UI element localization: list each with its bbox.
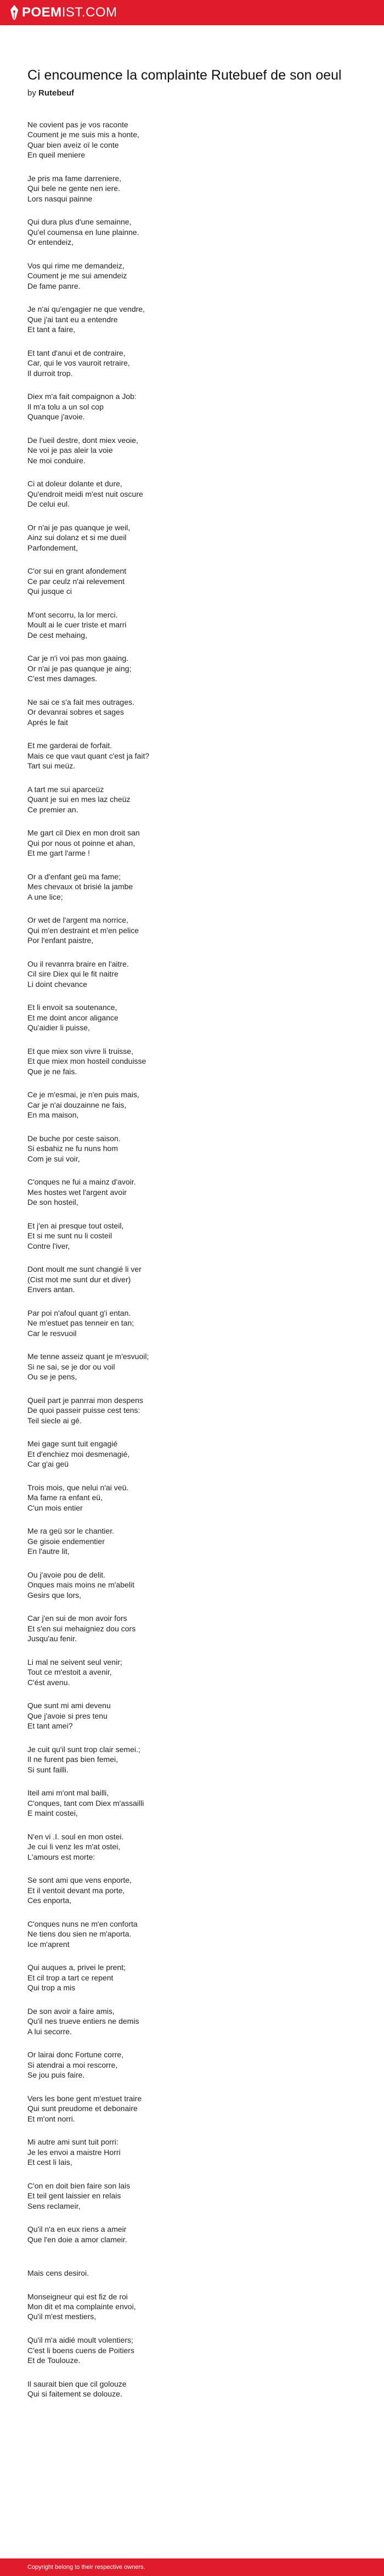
poem-line: Mais cens desiroi. — [27, 2268, 89, 2277]
logo-text-strong: POEM — [22, 5, 62, 20]
poem-line: Car je n'i voi pas mon gaaing. — [27, 654, 128, 663]
poem-line: (Cist mot me sunt dur et diver) — [27, 1275, 131, 1284]
poem-stanza — [27, 1657, 357, 1687]
poem-stanza — [27, 523, 357, 553]
poem-line: Je les envoi a maistre Horri — [27, 2147, 121, 2157]
poem-line: Ge gisoie endementier — [27, 1536, 105, 1546]
poem-stanza — [27, 2050, 357, 2080]
poem-line: Me tenne asseiz quant je m'esvuoil; — [27, 1352, 149, 1361]
poem-line: Se sont ami que vens enporte, — [27, 1876, 132, 1885]
poem-stanza — [27, 1177, 357, 1207]
poem-line: Et tant amei? — [27, 1721, 73, 1731]
poem-stanza — [27, 1919, 357, 1949]
poem-line: L'amours est morte: — [27, 1852, 95, 1861]
poem-line: Et d'enchiez moi desmenagié, — [27, 1449, 130, 1458]
poem-line: Ma fame ra enfant eü, — [27, 1493, 103, 1502]
site-header — [0, 0, 384, 25]
poem-stanza — [27, 1962, 357, 1993]
poem-line: Ou se je pens, — [27, 1372, 77, 1382]
poem-line: Que j'avoie si pres tenu — [27, 1711, 108, 1720]
poem-line: Jusqu'au fenir. — [27, 1634, 77, 1643]
poem-line: Qui jusque ci — [27, 587, 72, 596]
poem-author[interactable]: Rutebeuf — [38, 88, 75, 98]
poem-stanza — [27, 1701, 357, 1731]
poem-stanza — [27, 1439, 357, 1469]
poem-line: Et que miex son vivre li truisse, — [27, 1046, 133, 1056]
poem-stanza — [27, 2224, 357, 2254]
poem-line: Et j'en ai presque tout osteil, — [27, 1221, 124, 1230]
poem-line: Gesirs que lors, — [27, 1590, 82, 1600]
poem-line: Quant je sui en mes laz cheüz — [27, 795, 131, 804]
poem-stanza — [27, 217, 357, 247]
poem-line: En l'autre lit, — [27, 1547, 70, 1556]
poem-line: Si esbahiz ne fu nuns hom — [27, 1144, 118, 1153]
poem-line: Moult ai le cuer triste et marri — [27, 620, 127, 630]
poem-line: Vers les bone gent m'estuet traire — [27, 2094, 142, 2103]
poem-line: Ce premier an. — [27, 805, 78, 814]
poem-line: De l'ueil destre, dont miex veoie, — [27, 435, 138, 445]
poem-stanza — [27, 1002, 357, 1032]
poem-line: Or n'ai je pas quanque je weil, — [27, 523, 131, 532]
poem-line: Que l'en doie a amor clameir. — [27, 2235, 127, 2244]
poem-line: Qui por nous ot poinne et ahan, — [27, 838, 135, 848]
poem-stanza — [27, 2335, 357, 2365]
poem-stanza — [27, 391, 357, 422]
poem-line: Coument je me suis mis a honte, — [27, 130, 139, 139]
poem-line: C'on en doit bien faire son lais — [27, 2181, 131, 2190]
poem-line: En queil meniere — [27, 150, 86, 160]
site-logo[interactable] — [10, 4, 117, 21]
poem-line: De celui eul. — [27, 500, 70, 509]
poem-line: Mais ce que vaut quant c'est ja fait? — [27, 751, 150, 760]
poem-line: Or a d'enfant geü ma fame; — [27, 872, 121, 881]
poem-line: C'onques ne fui a mainz d'avoir. — [27, 1177, 136, 1187]
poem-stanza — [27, 2292, 357, 2322]
poem-stanza — [27, 1133, 357, 1164]
poem-content — [27, 67, 357, 2412]
poem-line: Or lairai donc Fortune corre, — [27, 2050, 124, 2059]
poem-line: Sens reclameir, — [27, 2201, 81, 2210]
poem-line: Onques mais moins ne m'abelit — [27, 1580, 134, 1590]
poem-line: Qu'il nes trueve entiers ne demis — [27, 2017, 139, 2026]
poem-line: Ce je m'esmai, je n'en puis mais, — [27, 1090, 139, 1099]
poem-line: Mi autre ami sunt tuit porri: — [27, 2137, 118, 2147]
poem-stanza — [27, 2379, 357, 2399]
logo-text-light: IST.COM — [61, 5, 117, 20]
poem-line: C'or sui en grant afondement — [27, 566, 127, 576]
poem-line: Tout ce m'estoit a avenir, — [27, 1668, 112, 1677]
poem-line: Qui dura plus d'une semainne, — [27, 217, 132, 227]
poem-line: Et que miex mon hosteil conduisse — [27, 1057, 146, 1066]
poem-stanza — [27, 1351, 357, 1382]
poem-stanza — [27, 1221, 357, 1251]
poem-stanza — [27, 1832, 357, 1862]
poem-line: Et me gart l'arme ! — [27, 849, 90, 858]
poem-line: De son avoir a faire amis, — [27, 2006, 115, 2016]
poem-stanza — [27, 784, 357, 815]
poem-line: Si sunt failli. — [27, 1765, 69, 1774]
poem-line: Que sunt mi ami devenu — [27, 1701, 111, 1710]
poem-line: Ne tiens dou sien ne m'aporta. — [27, 1929, 132, 1939]
poem-line: Ne covient pas je vos raconte — [27, 120, 128, 129]
poem-line: Je cuit qu'il sunt trop clair semei.; — [27, 1744, 140, 1754]
poem-stanza — [27, 1613, 357, 1643]
poem-stanza — [27, 1526, 357, 1556]
poem-line: Et de Toulouze. — [27, 2355, 81, 2365]
poem-line: Que je ne fais. — [27, 1067, 77, 1076]
poem-line: Il m'a tolu a un sol cop — [27, 402, 104, 411]
poem-line: Et tant d'anui et de contraire, — [27, 348, 126, 357]
poem-line: Com je sui voir, — [27, 1154, 80, 1163]
poem-line: Contre l'iver, — [27, 1241, 70, 1250]
poem-stanza — [27, 610, 357, 640]
poem-line: Je pris ma fame darreniere, — [27, 173, 122, 183]
poem-line: De buche por ceste saison. — [27, 1133, 121, 1143]
poem-line: Queil part je panrrai mon despens — [27, 1395, 143, 1405]
poem-stanza — [27, 1308, 357, 1338]
poem-line: Envers antan. — [27, 1285, 75, 1294]
poem-line: Si ne sai, se je dor ou voil — [27, 1362, 115, 1371]
poem-stanza — [27, 435, 357, 465]
poem-line: Qui trop a mis — [27, 1983, 76, 1993]
poem-stanza — [27, 1090, 357, 1120]
poem-line: Ne m'estuet pas tenneir en tan; — [27, 1318, 134, 1328]
poem-stanza — [27, 2268, 357, 2278]
poem-byline — [27, 88, 357, 99]
poem-stanza — [27, 173, 357, 204]
poem-line: Qui bele ne gente nen iere. — [27, 184, 120, 193]
poem-stanza — [27, 1788, 357, 1818]
poem-line: Car je n'ai douzainne ne fais, — [27, 1100, 127, 1109]
poem-line: A tart me sui aparceüz — [27, 784, 104, 794]
poem-line: Ou j'avoie pou de delit. — [27, 1570, 105, 1579]
poem-line: Et me garderai de forfait. — [27, 741, 112, 750]
poem-line: Ces enporta, — [27, 1896, 72, 1905]
poem-stanza — [27, 1395, 357, 1426]
poem-line: Qu'il n'a en eux riens a ameir — [27, 2225, 127, 2234]
poem-line: C'est mes damages. — [27, 674, 98, 683]
poem-line: Quar bien aveiz oï le conte — [27, 140, 119, 149]
poem-stanza — [27, 653, 357, 683]
poem-line: Et teil gent laissier en relais — [27, 2191, 121, 2201]
poem-line: Mes hostes wet l'argent avoir — [27, 1187, 127, 1197]
poem-line: Me ra geü sor le chantier. — [27, 1526, 114, 1536]
poem-line: Par poi n'afoul quant g'i entan. — [27, 1308, 131, 1317]
poem-stanza — [27, 1875, 357, 1905]
poem-line: N'en vi .I. soul en mon ostei. — [27, 1832, 124, 1841]
poem-line: Lors nasqui painne — [27, 194, 93, 203]
poem-line: Qui auques a, privei le prent; — [27, 1963, 126, 1972]
pen-nib-icon — [10, 5, 19, 20]
poem-line: Et cest li lais, — [27, 2158, 72, 2167]
poem-line: Or entendeiz, — [27, 238, 74, 247]
poem-stanza — [27, 959, 357, 989]
poem-line: C'ést avenu. — [27, 1677, 70, 1687]
poem-line: Aprés le fait — [27, 717, 68, 727]
poem-line: En ma maison, — [27, 1110, 79, 1120]
poem-title: Ci encoumence la complainte Rutebuef de son oeul — [27, 68, 342, 83]
poem-line: Ne voi je pas aleir la voie — [27, 446, 113, 455]
copyright-text: Copyright belong to their respective owners. — [27, 2564, 145, 2571]
poem-line: Il ne furent pas bien femei, — [27, 1755, 118, 1764]
poem-line: C'onques, tant com Diex m'assailli — [27, 1798, 144, 1808]
poem-line: Et si me sunt nu li costeil — [27, 1231, 112, 1241]
poem-stanza — [27, 1264, 357, 1294]
poem-line: Car le resvuoil — [27, 1328, 77, 1338]
poem-stanza — [27, 348, 357, 378]
poem-line: Ice m'aprent — [27, 1939, 70, 1949]
poem-stanza — [27, 261, 357, 291]
poem-line: Parfondement, — [27, 543, 78, 552]
poem-line: Il saurait bien que cil golouze — [27, 2379, 127, 2388]
poem-line: Monseigneur qui est fiz de roi — [27, 2292, 128, 2301]
poem-stanza — [27, 479, 357, 509]
poem-line: Qu'el coumensa en lune plainne. — [27, 227, 139, 237]
poem-line: Car j'en sui de mon avoir fors — [27, 1614, 127, 1623]
poem-line: Qui si faitement se dolouze. — [27, 2389, 122, 2398]
poem-line: C'est li boens cuens de Poitiers — [27, 2345, 134, 2355]
poem-line: Trois mois, que nelui n'ai veü. — [27, 1483, 129, 1492]
poem-line: Qui sunt preudome et debonaire — [27, 2104, 138, 2113]
poem-line: Et s'en sui mehaigniez dou cors — [27, 1624, 136, 1633]
poem-line: Or wet de l'argent ma norrice, — [27, 916, 128, 925]
poem-line: Qu'il m'est mestiers, — [27, 2312, 97, 2321]
poem-line: Mes chevaux ot brisié la jambe — [27, 882, 133, 891]
poem-stanza — [27, 740, 357, 771]
poem-line: Ainz sui dolanz et si me dueil — [27, 533, 127, 542]
poem-stanza — [27, 1483, 357, 1513]
poem-stanza — [27, 2181, 357, 2211]
poem-line: Et tant a faire, — [27, 325, 76, 334]
poem-line: Iteil ami m'ont mal bailli, — [27, 1788, 109, 1798]
poem-line: Et me doint ancor aligance — [27, 1013, 118, 1022]
poem-line: Dont moult me sunt changié li ver — [27, 1265, 142, 1274]
poem-line: Tart sui meüz. — [27, 761, 76, 771]
poem-line: Je cui li venz les m'at ostei, — [27, 1842, 121, 1851]
poem-line: De son hosteil, — [27, 1198, 78, 1207]
poem-line: Coument je me sui amendeiz — [27, 271, 127, 280]
poem-line: De cest mehaing, — [27, 630, 87, 639]
poem-line: Car g'ai geü — [27, 1460, 69, 1469]
poem-stanza — [27, 697, 357, 727]
poem-line: C'un mois entier — [27, 1503, 83, 1512]
poem-line: Qu'il m'a aidié moult volentiers; — [27, 2336, 133, 2345]
poem-line: Et il ventoit devant ma porte, — [27, 1885, 125, 1895]
poem-line: De quoi passeir puisse cest tens: — [27, 1406, 140, 1415]
poem-line: Qu'aidier li puisse, — [27, 1023, 90, 1032]
poem-stanza — [27, 2137, 357, 2167]
poem-line: Cil sire Diex qui le fit naitre — [27, 969, 118, 979]
poem-line: Ce par ceulz n'ai relevement — [27, 576, 125, 586]
poem-line: Ne sai ce s'a fait mes outrages. — [27, 697, 134, 706]
poem-line: Que j'ai tant eu a entendre — [27, 315, 118, 324]
logo-text — [22, 4, 117, 21]
poem-line: Et li envoit sa soutenance, — [27, 1003, 117, 1012]
poem-stanza — [27, 566, 357, 596]
poem-line: Mei gage sunt tuit engagié — [27, 1439, 118, 1449]
poem-line: De fame panre. — [27, 281, 81, 290]
poem-line: Or devanrai sobres et sages — [27, 708, 124, 717]
poem-stanza — [27, 828, 357, 858]
poem-line: Teil siecle ai gé. — [27, 1416, 82, 1425]
poem-stanza — [27, 1046, 357, 1076]
poem-line: E maint costei, — [27, 1809, 78, 1818]
poem-stanza — [27, 304, 357, 334]
poem-stanza — [27, 2094, 357, 2124]
poem-line: Et m'ont norri. — [27, 2114, 75, 2123]
poem-line: Se jou puis faire. — [27, 2070, 85, 2080]
poem-line: C'onques nuns ne m'en conforta — [27, 1919, 138, 1928]
poem-line: Car, qui le vos vauroit retraire, — [27, 358, 130, 368]
poem-line: Li mal ne seivent seul venir; — [27, 1657, 122, 1666]
poem-line: Quanque j'avoie. — [27, 412, 85, 422]
poem-line: Diex m'a fait compaignon a Job: — [27, 392, 137, 401]
poem-line: Vos qui rime me demandeiz, — [27, 261, 125, 270]
poem-line: Por l'enfant paistre, — [27, 936, 94, 945]
poem-stanza — [27, 2006, 357, 2036]
poem-line: Il durroit trop. — [27, 368, 73, 378]
poem-line: Je n'ai qu'engagier ne que vendre, — [27, 305, 145, 314]
poem-stanza — [27, 915, 357, 945]
poem-line: M'ont secorru, la lor merci. — [27, 610, 118, 619]
poem-line: Ou il revanrra braire en l'aitre. — [27, 959, 129, 968]
poem-stanza — [27, 120, 357, 160]
poem-line: Si atendrai a moi rescorre, — [27, 2060, 118, 2069]
poem-line: Ci at doleur dolante et dure, — [27, 479, 122, 489]
site-footer — [0, 2558, 384, 2576]
byline-label: by — [27, 88, 36, 98]
poem-line — [27, 2244, 357, 2254]
poem-stanza — [27, 872, 357, 902]
poem-line: Et cil trop a tart ce repent — [27, 1973, 114, 1982]
poem-line: Mon dit et ma complainte envoi, — [27, 2302, 136, 2311]
poem-line: Li doint chevance — [27, 979, 87, 989]
poem-line: Ne moi conduire. — [27, 456, 86, 465]
poem-line: Qui m'en destraint et m'en pelice — [27, 925, 139, 935]
poem-line: Me gart cil Diex en mon droit san — [27, 828, 140, 838]
poem-line: Qu'endroit meidi m'est nuit oscure — [27, 489, 143, 498]
poem-line: A lui secorre. — [27, 2027, 72, 2036]
poem-stanza — [27, 1570, 357, 1600]
poem-line: Or n'ai je pas quanque je aing; — [27, 664, 132, 673]
poem-body — [27, 120, 357, 2399]
poem-stanza — [27, 1744, 357, 1775]
poem-line: A une lice; — [27, 892, 63, 901]
